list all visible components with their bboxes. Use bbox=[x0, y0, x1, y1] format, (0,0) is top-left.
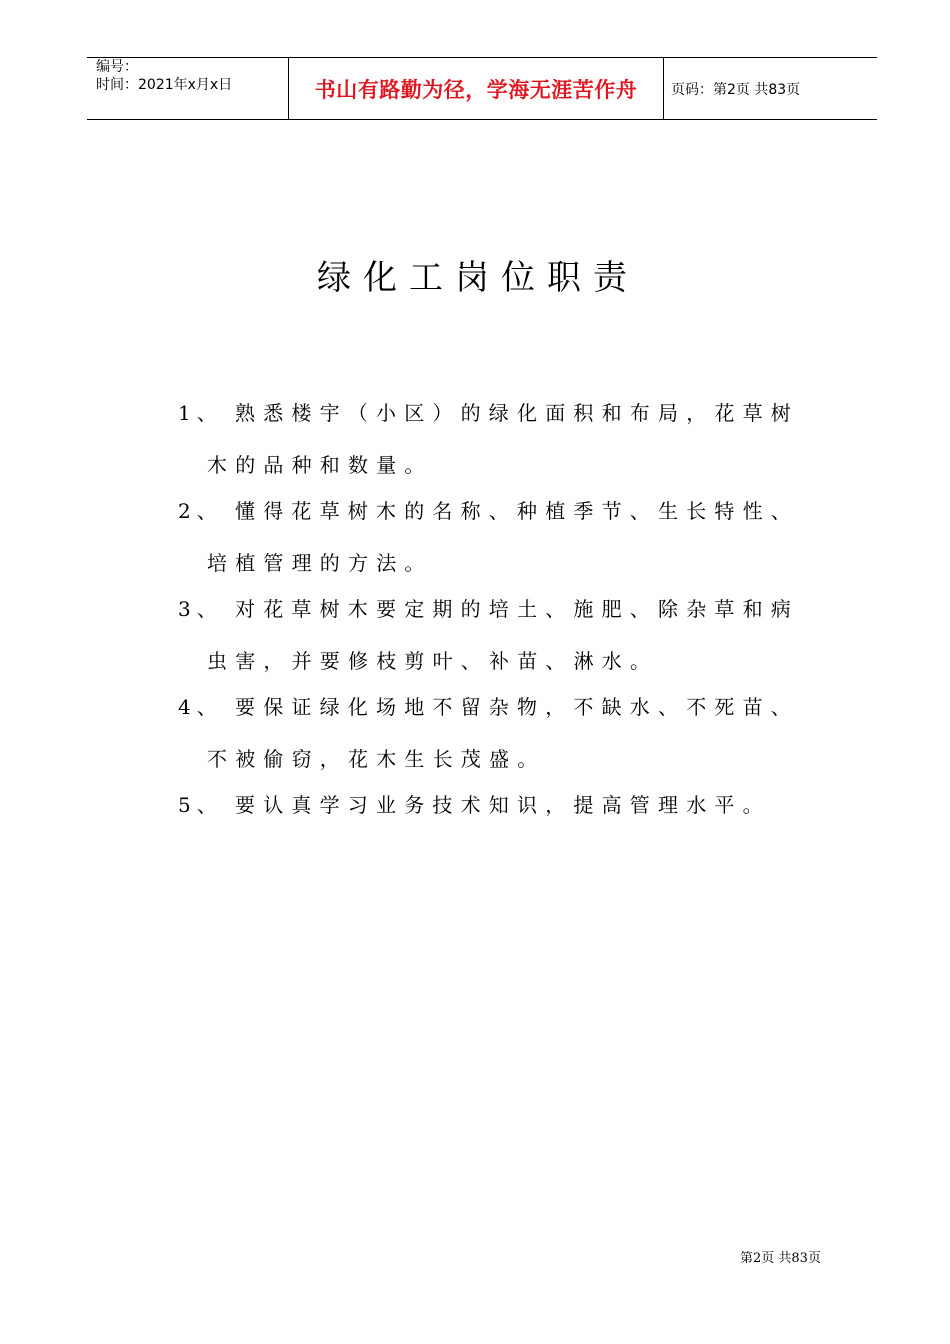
duty-item-1 bbox=[178, 400, 799, 426]
duty-item-1-continuation: 木的品种和数量。 bbox=[207, 453, 433, 477]
duty-item-2-continuation: 培植管理的方法。 bbox=[207, 551, 433, 575]
page-header bbox=[87, 57, 877, 120]
page-title: 绿化工岗位职责 bbox=[317, 258, 639, 298]
duty-text: 对花草树木要定期的培土、施肥、除杂草和病 bbox=[235, 597, 799, 621]
duty-item-4 bbox=[178, 694, 799, 720]
header-page-cell bbox=[664, 58, 877, 119]
duty-text: 熟悉楼宇（小区）的绿化面积和布局，花草树 bbox=[235, 401, 799, 425]
header-motto: 书山有路勤为径，学海无涯苦作舟 bbox=[314, 77, 638, 102]
duty-text: 懂得花草树木的名称、种植季节、生长特性、 bbox=[235, 499, 799, 523]
duty-item-5 bbox=[178, 792, 771, 818]
duty-item-3-continuation: 虫害，并要修枝剪叶、补苗、淋水。 bbox=[207, 649, 659, 673]
header-meta-cell bbox=[87, 58, 288, 119]
duty-number: 3、 bbox=[178, 597, 223, 621]
duty-number: 2、 bbox=[178, 499, 223, 523]
footer-page-number: 第2页 共83页 bbox=[740, 1251, 821, 1266]
header-motto-cell bbox=[288, 58, 664, 119]
document-time-label: 时间：2021年x月x日 bbox=[96, 77, 233, 93]
duty-number: 5、 bbox=[178, 793, 223, 817]
document-number-label: 编号： bbox=[96, 59, 138, 75]
header-page-number: 页码：第2页 共83页 bbox=[671, 81, 801, 98]
duty-number: 4、 bbox=[178, 695, 223, 719]
duty-text: 要保证绿化场地不留杂物，不缺水、不死苗、 bbox=[235, 695, 799, 719]
duty-item-4-continuation: 不被偷窃，花木生长茂盛。 bbox=[207, 747, 546, 771]
duty-item-2 bbox=[178, 498, 799, 524]
duty-number: 1、 bbox=[178, 401, 223, 425]
duty-text: 要认真学习业务技术知识，提高管理水平。 bbox=[235, 793, 771, 817]
duty-item-3 bbox=[178, 596, 799, 622]
